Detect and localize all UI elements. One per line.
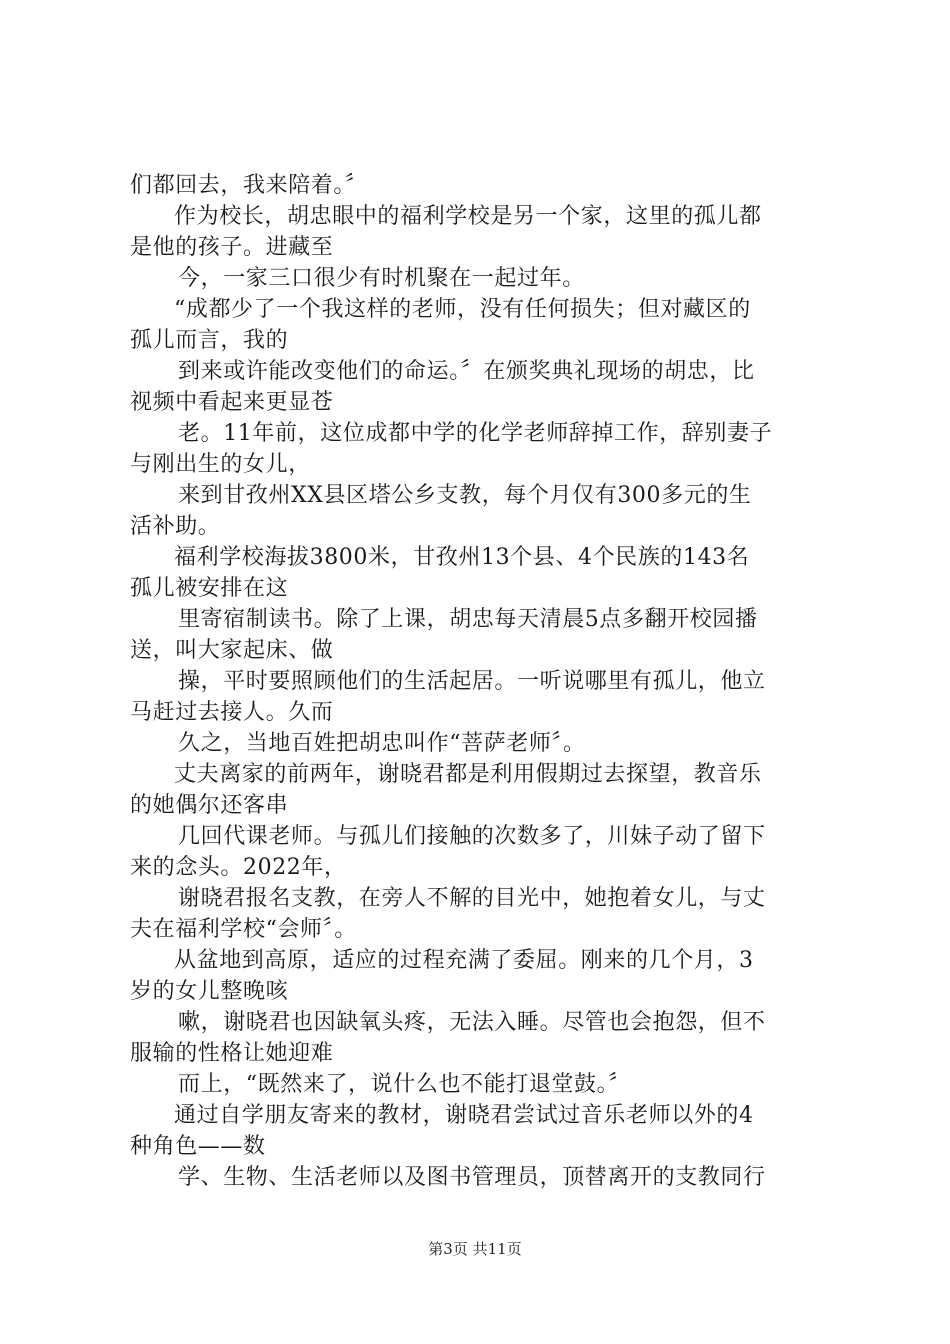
text-line: 从盆地到高原，适应的过程充满了委屈。刚来的几个月，3 [174, 948, 754, 973]
text-line: 种角色——数 [130, 1134, 266, 1159]
text-line: 几回代课老师。与孤儿们接触的次数多了，川妹子动了留下 [178, 824, 766, 849]
text-line: 们都回去，我来陪着。〞 [130, 173, 368, 198]
text-line: 送，叫大家起床、做 [130, 638, 334, 663]
text-line: 福利学校海拔3800米，甘孜州13个县、4个民族的143名 [174, 545, 750, 570]
text-line: 今，一家三口很少有时机聚在一起过年。 [178, 266, 585, 291]
text-line: 马赶过去接人。久而 [130, 700, 334, 725]
text-line: 服输的性格让她迎难 [130, 1041, 334, 1066]
text-line: 活补助。 [130, 514, 221, 539]
text-line: 里寄宿制读书。除了上课，胡忠每天清晨5点多翻开校园播 [178, 607, 758, 632]
document-body [130, 170, 835, 1193]
text-line: 与刚出生的女儿， [130, 452, 311, 477]
text-line: 操，平时要照顾他们的生活起居。一听说哪里有孤儿，他立 [178, 669, 766, 694]
text-line: 通过自学朋友寄来的教材，谢晓君尝试过音乐老师以外的4 [174, 1103, 754, 1128]
text-line: 久之，当地百姓把胡忠叫作“菩萨老师〞。 [178, 731, 586, 756]
text-line: 是他的孩子。进藏至 [130, 235, 334, 260]
text-line: 岁的女儿整晚咳 [130, 979, 289, 1004]
text-line: 作为校长，胡忠眼中的福利学校是另一个家，这里的孤儿都 [174, 204, 762, 229]
text-line: 谢晓君报名支教，在旁人不解的目光中，她抱着女儿，与丈 [178, 886, 766, 911]
text-line: 来的念头。2022年， [130, 855, 347, 880]
text-line: 孤儿被安排在这 [130, 576, 289, 601]
text-line: 视频中看起来更显苍 [130, 390, 334, 415]
page-footer: 第3页 共11页 [428, 1240, 522, 1258]
text-line: “成都少了一个我这样的老师，没有任何损失；但对藏区的 [174, 297, 751, 322]
text-line: 来到甘孜州XX县区塔公乡支教，每个月仅有300多元的生 [178, 483, 752, 508]
text-line: 学、生物、生活老师以及图书管理员，顶替离开的支教同行 [178, 1165, 766, 1190]
text-line: 嗽，谢晓君也因缺氧头疼，无法入睡。尽管也会抱怨，但不 [178, 1010, 766, 1035]
text-line: 的她偶尔还客串 [130, 793, 289, 818]
text-line: 孤儿而言，我的 [130, 328, 289, 353]
text-line: 到来或许能改变他们的命运。〞在颁奖典礼现场的胡忠，比 [178, 359, 755, 384]
text-line: 夫在福利学校“会师〞。 [130, 917, 357, 942]
text-line: 老。11年前，这位成都中学的化学老师辞掉工作，辞别妻子 [178, 421, 773, 446]
text-line: 丈夫离家的前两年，谢晓君都是利用假期过去探望，教音乐 [174, 762, 762, 787]
text-line: 而上，“既然来了，说什么也不能打退堂鼓。〞 [178, 1072, 631, 1097]
